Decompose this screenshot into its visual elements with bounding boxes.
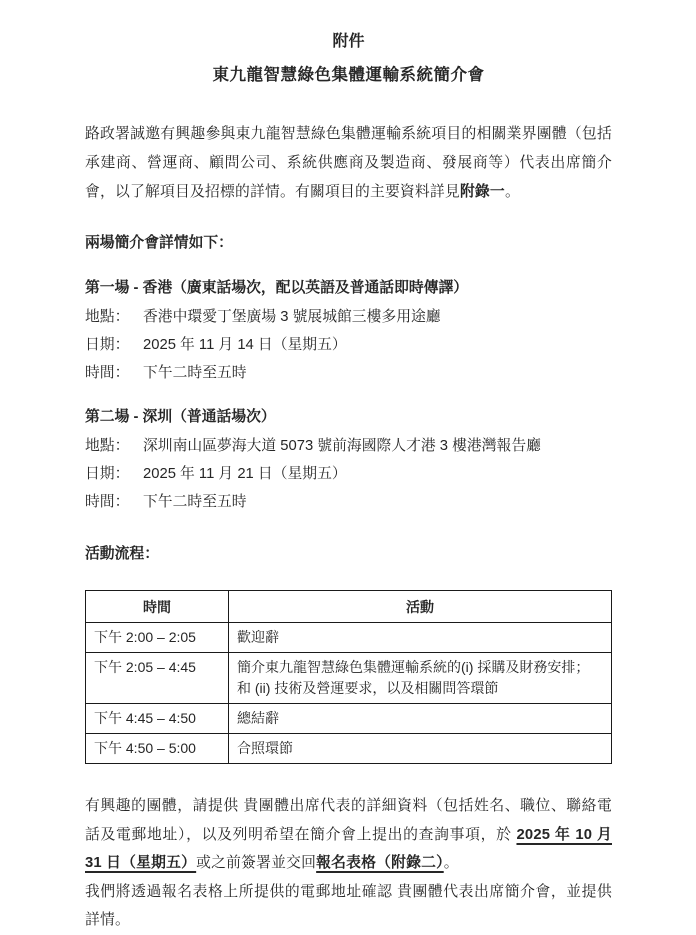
session-1-heading: 第一場 - 香港（廣東話場次，配以英語及普通話即時傳譯） xyxy=(85,280,469,296)
registration-form-ref: 報名表格（附錄二） xyxy=(316,855,444,871)
session-2-venue-row xyxy=(85,432,612,460)
venue-label: 地點： xyxy=(85,438,130,454)
table-header-activity: 活動 xyxy=(229,591,612,623)
activity-cell: 總結辭 xyxy=(229,704,612,734)
table-row xyxy=(86,653,612,704)
closing-paragraph xyxy=(85,792,612,878)
closing-text-1: 有興趣的團體，請提供 貴團體出席代表的詳細資料（包括姓名、職位、聯絡電話及電郵地址），以及列明希望在簡介會上提出的查詢事項，於 xyxy=(85,798,612,843)
document-title: 東九龍智慧綠色集體運輸系統簡介會 xyxy=(212,66,485,84)
session-2-date-row xyxy=(85,460,612,488)
time-label: 時間： xyxy=(85,494,130,510)
intro-text-2: 。 xyxy=(504,184,520,200)
attachment-label: 附件 xyxy=(332,33,365,50)
session-1-time-row xyxy=(85,359,612,387)
activity-cell: 簡介東九龍智慧綠色集體運輸系統的(i) 採購及財務安排；和 (ii) 技術及營運要求，以及相關問答環節 xyxy=(229,653,612,704)
programme-heading: 活動流程： xyxy=(85,546,159,562)
deadline-text: 2025 年 10 月 31 日（星期五） xyxy=(85,826,612,871)
date-value: 2025 年 11 月 14 日（星期五） xyxy=(143,337,347,353)
closing-text-2: 或之前簽署並交回 xyxy=(196,855,317,871)
time-label: 時間： xyxy=(85,365,130,381)
table-row xyxy=(86,623,612,653)
intro-paragraph xyxy=(85,120,612,207)
table-header-time: 時間 xyxy=(86,591,229,623)
date-label: 日期： xyxy=(85,466,130,482)
programme-table xyxy=(85,590,612,764)
session-1-venue-row xyxy=(85,303,612,331)
table-row xyxy=(86,704,612,734)
activity-cell: 合照環節 xyxy=(229,734,612,764)
time-value: 下午二時至五時 xyxy=(143,494,247,510)
intro-text-1: 路政署誠邀有興趣參與東九龍智慧綠色集體運輸系統項目的相關業界團體（包括承建商、營運商、顧問公司、系統供應商及製造商、發展商等）代表出席簡介會，以了解項目及招標的詳情。有關項目的主要資料詳見 xyxy=(85,126,612,200)
session-1-date-row xyxy=(85,331,612,359)
time-cell: 下午 2:05 – 4:45 xyxy=(86,653,229,704)
confirmation-paragraph: 我們將透過報名表格上所提供的電郵地址確認 貴團體代表出席簡介會，並提供詳情。 xyxy=(85,883,612,928)
session-hongkong xyxy=(85,274,612,387)
appendix-one-ref: 附錄一 xyxy=(459,184,505,200)
table-header-row xyxy=(86,591,612,623)
sessions-intro-heading: 兩場簡介會詳情如下： xyxy=(85,235,233,251)
time-cell: 下午 2:00 – 2:05 xyxy=(86,623,229,653)
time-cell: 下午 4:45 – 4:50 xyxy=(86,704,229,734)
session-2-time-row xyxy=(85,488,612,516)
date-label: 日期： xyxy=(85,337,130,353)
session-2-heading: 第二場 - 深圳（普通話場次） xyxy=(85,409,276,425)
closing-text-3: 。 xyxy=(443,855,459,871)
time-cell: 下午 4:50 – 5:00 xyxy=(86,734,229,764)
activity-cell: 歡迎辭 xyxy=(229,623,612,653)
session-shenzhen xyxy=(85,403,612,516)
venue-label: 地點： xyxy=(85,309,130,325)
venue-value: 深圳南山區夢海大道 5073 號前海國際人才港 3 樓港灣報告廳 xyxy=(143,438,541,454)
venue-value: 香港中環愛丁堡廣場 3 號展城館三樓多用途廳 xyxy=(143,309,441,325)
time-value: 下午二時至五時 xyxy=(143,365,247,381)
table-row xyxy=(86,734,612,764)
date-value: 2025 年 11 月 21 日（星期五） xyxy=(143,466,347,482)
